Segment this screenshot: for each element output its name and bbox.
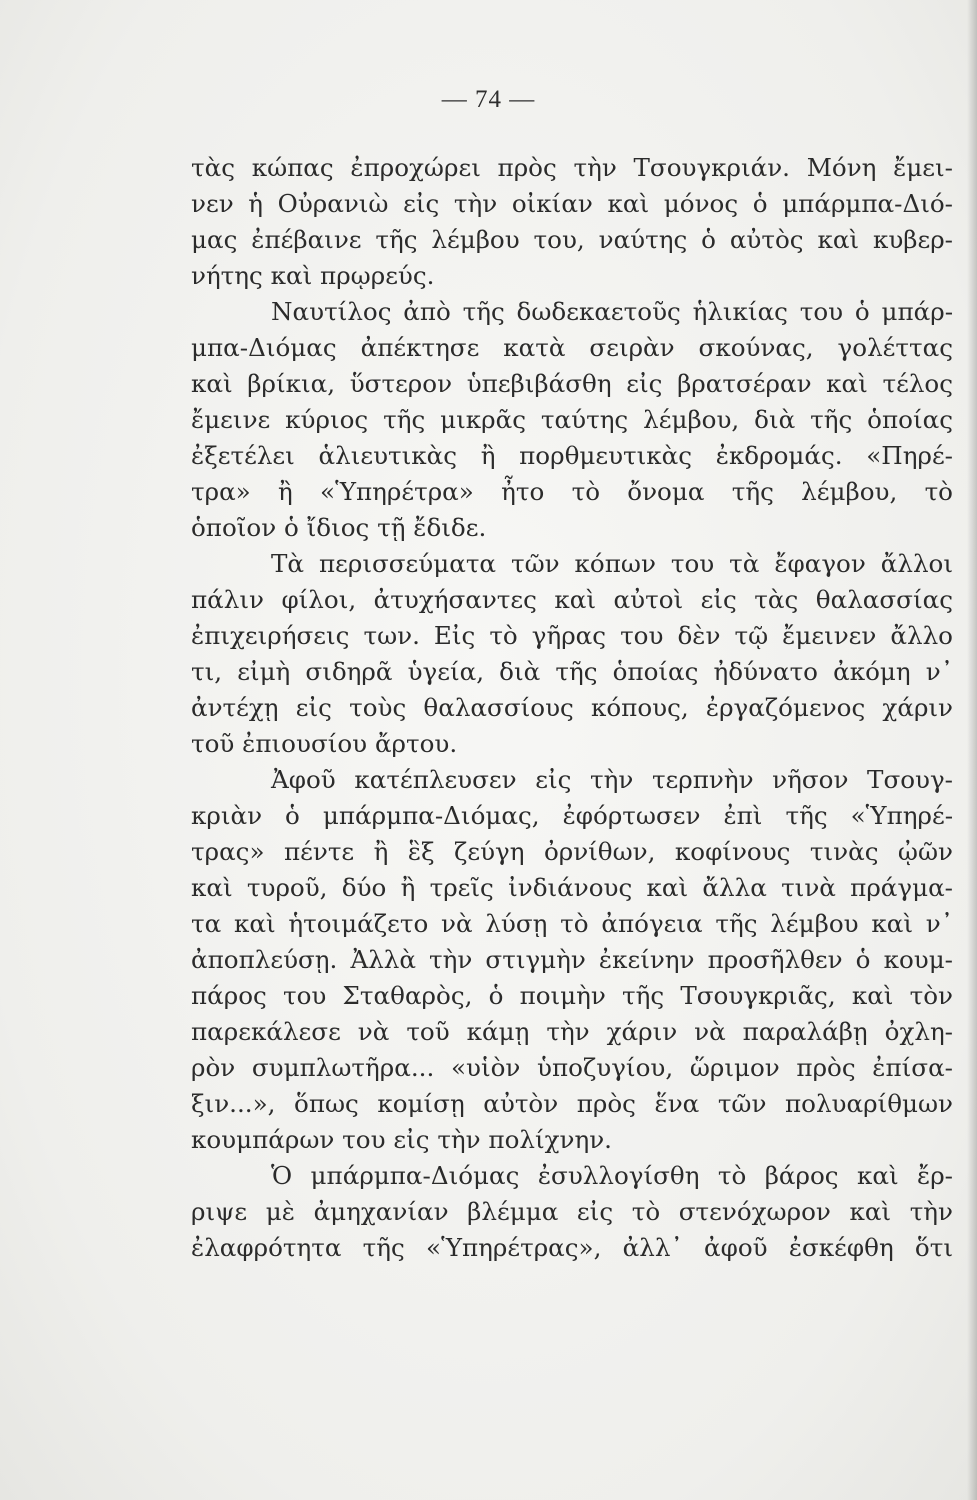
text-line: ριψε μὲ ἀμηχανίαν βλέμμα εἰς τὸ στενόχωρον καὶ τὴν [191, 1197, 953, 1226]
page-number: — 74 — [441, 86, 536, 113]
text-line: μπα-Διόμας ἀπέκτησε κατὰ σειρὰν σκούνας, γολέττας [191, 333, 953, 362]
text-line: τρας» πέντε ἢ ἓξ ζεύγη ὀρνίθων, κοφίνους τινὰς ᾠῶν [191, 837, 953, 866]
text-line: πάρος του Σταθαρὸς, ὁ ποιμὴν τῆς Τσουγκριᾶς, καὶ τὸν [191, 981, 953, 1010]
text-line: ρὸν συμπλωτῆρα... «υἱὸν ὑποζυγίου, ὥριμον πρὸς ἐπίσα- [191, 1053, 953, 1082]
text-line: τρα» ἢ «Ὑπηρέτρα» ἦτο τὸ ὄνομα τῆς λέμβου, τὸ [191, 477, 953, 506]
text-line: καὶ τυροῦ, δύο ἢ τρεῖς ἰνδιάνους καὶ ἄλλα τινὰ πράγμα- [191, 873, 953, 902]
page-edge-shadow [967, 0, 977, 1500]
text-line: ἀντέχῃ εἰς τοὺς θαλασσίους κόπους, ἐργαζόμενος χάριν [191, 693, 953, 722]
text-line: ἐλαφρότητα τῆς «Ὑπηρέτρας», ἀλλ᾽ ἀφοῦ ἐσκέφθη ὅτι [191, 1233, 953, 1262]
text-line: νεν ἡ Οὐρανιὼ εἰς τὴν οἰκίαν καὶ μόνος ὁ μπάρμπα-Διό- [191, 189, 953, 218]
body-text [191, 150, 953, 1266]
text-line: τα καὶ ἡτοιμάζετο νὰ λύσῃ τὸ ἀπόγεια τῆς λέμβου καὶ ν᾽ [191, 909, 953, 938]
text-line: τοῦ ἐπιουσίου ἄρτου. [191, 729, 458, 758]
text-line: παρεκάλεσε νὰ τοῦ κάμῃ τὴν χάριν νὰ παραλάβῃ ὀχλη- [191, 1017, 953, 1046]
paragraph-start-line: Ἀφοῦ κατέπλευσεν εἰς τὴν τερπνὴν νῆσον Τσουγ- [271, 765, 953, 794]
text-line: τι, εἰμὴ σιδηρᾶ ὑγεία, διὰ τῆς ὁποίας ἠδύνατο ἀκόμη ν᾽ [191, 657, 953, 686]
text-line: νήτης καὶ πρῳρεύς. [191, 261, 435, 290]
text-line: ξιν...», ὅπως κομίσῃ αὐτὸν πρὸς ἕνα τῶν πολυαρίθμων [191, 1089, 953, 1118]
paragraph-start-line: Ναυτίλος ἀπὸ τῆς δωδεκαετοῦς ἡλικίας του ὁ μπάρ- [271, 297, 953, 326]
paragraph-start-line: Τὰ περισσεύματα τῶν κόπων του τὰ ἔφαγον ἄλλοι [271, 549, 953, 578]
paragraph-start-line: Ὁ μπάρμπα-Διόμας ἐσυλλογίσθη τὸ βάρος καὶ ἔρ- [271, 1161, 953, 1190]
text-line: ὁποῖον ὁ ἴδιος τῇ ἔδιδε. [191, 513, 487, 542]
text-line: κουμπάρων του εἰς τὴν πολίχνην. [191, 1125, 612, 1154]
text-line: ἀποπλεύσῃ. Ἀλλὰ τὴν στιγμὴν ἐκείνην προσῆλθεν ὁ κουμ- [191, 945, 953, 974]
text-line: ἐπιχειρήσεις των. Εἰς τὸ γῆρας του δὲν τῷ ἔμεινεν ἄλλο [191, 621, 953, 650]
text-line: μας ἐπέβαινε τῆς λέμβου του, ναύτης ὁ αὐτὸς καὶ κυβερ- [191, 225, 953, 254]
text-line: ἐξετέλει ἁλιευτικὰς ἢ πορθμευτικὰς ἐκδρομάς. «Πηρέ- [191, 441, 953, 470]
text-line: κριὰν ὁ μπάρμπα-Διόμας, ἐφόρτωσεν ἐπὶ τῆς «Ὑπηρέ- [191, 801, 953, 830]
text-line: τὰς κώπας ἐπροχώρει πρὸς τὴν Τσουγκριάν. Μόνη ἔμει- [191, 153, 953, 182]
text-line: ἔμεινε κύριος τῆς μικρᾶς ταύτης λέμβου, διὰ τῆς ὁποίας [191, 405, 953, 434]
text-line: καὶ βρίκια, ὕστερον ὑπεβιβάσθη εἰς βρατσέραν καὶ τέλος [191, 369, 953, 398]
text-line: πάλιν φίλοι, ἀτυχήσαντες καὶ αὐτοὶ εἰς τὰς θαλασσίας [191, 585, 953, 614]
